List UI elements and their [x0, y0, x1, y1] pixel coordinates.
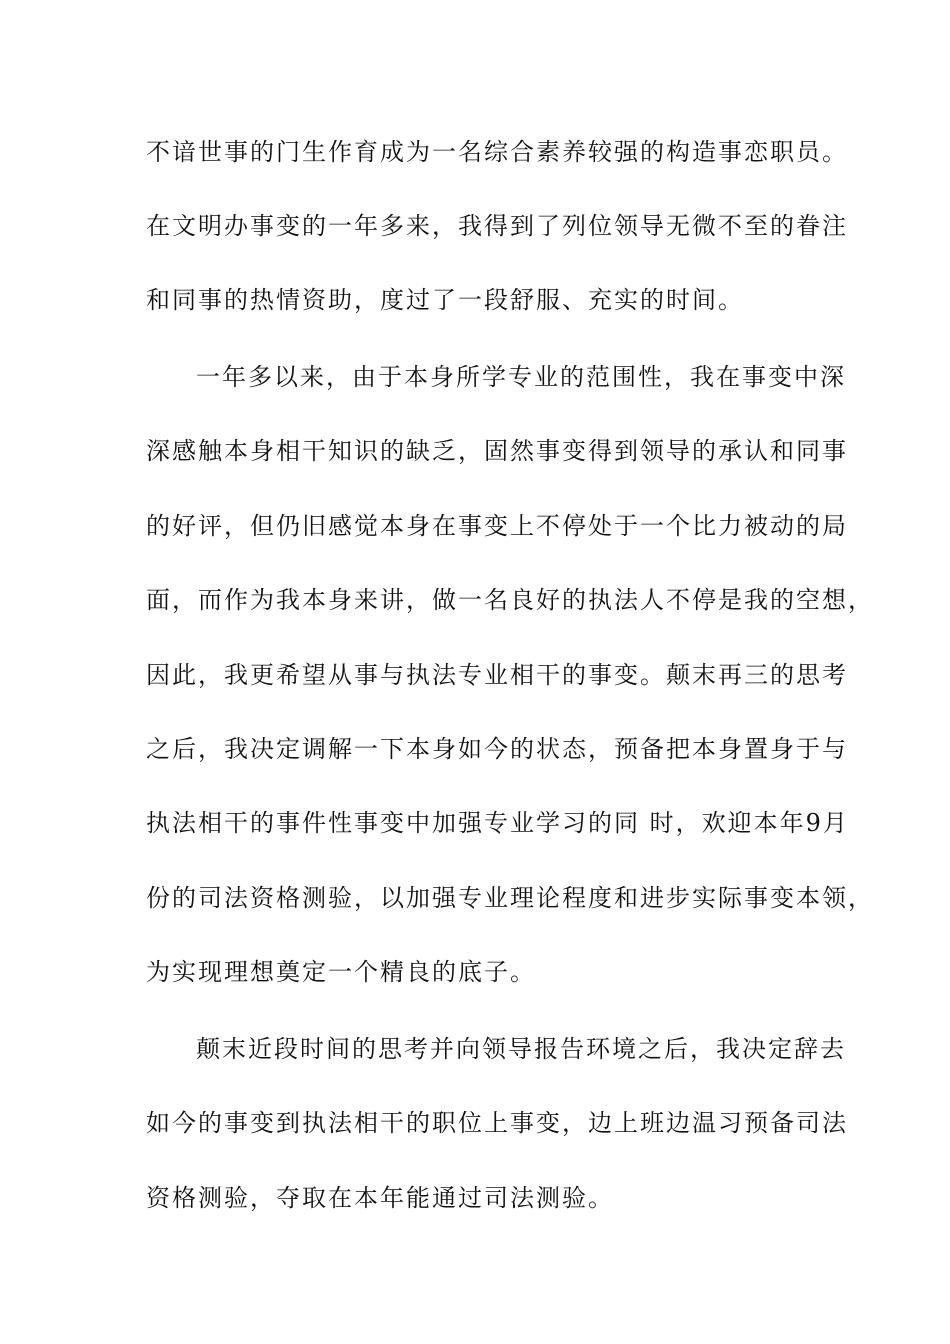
text-line-11: 份的司法资格测验，以加强专业理论程度和进步实际事变本领， [146, 884, 874, 912]
text-line-1: 不谙世事的门生作育成为一名综合素养较强的构造事恋职员。 [146, 138, 848, 166]
text-line-14: 如今的事变到执法相干的职位上事变，边上班边温习预备司法 [146, 1109, 848, 1137]
text-line-7: 面，而作为我本身来讲，做一名良好的执法人不停是我的空想， [146, 586, 874, 614]
text-line-4: 一年多以来，由于本身所学专业的范围性，我在事变中深 [196, 363, 846, 391]
text-line-2: 在文明办事变的一年多来，我得到了列位领导无微不至的眷注 [146, 212, 848, 240]
text-line-13: 颠末近段时间的思考并向领导报告环境之后，我决定辞去 [196, 1035, 846, 1063]
text-line-10: 执法相干的事件性事变中加强专业学习的同 时，欢迎本年9月 [146, 809, 849, 837]
text-line-15: 资格测验，夺取在本年能通过司法测验。 [146, 1184, 614, 1212]
text-line-12: 为实现理想奠定一个精良的底子。 [146, 958, 536, 986]
text-line-9: 之后，我决定调解一下本身如今的状态，预备把本身置身于与 [146, 735, 848, 763]
text-line-8: 因此，我更希望从事与执法专业相干的事变。颠末再三的思考 [146, 661, 848, 689]
text-line-3: 和同事的热情资助，度过了一段舒服、充实的时间。 [146, 286, 744, 314]
text-line-6: 的好评，但仍旧感觉本身在事变上不停处于一个比力被动的局 [146, 512, 848, 540]
text-line-5: 深感触本身相干知识的缺乏，固然事变得到领导的承认和同事 [146, 437, 848, 465]
